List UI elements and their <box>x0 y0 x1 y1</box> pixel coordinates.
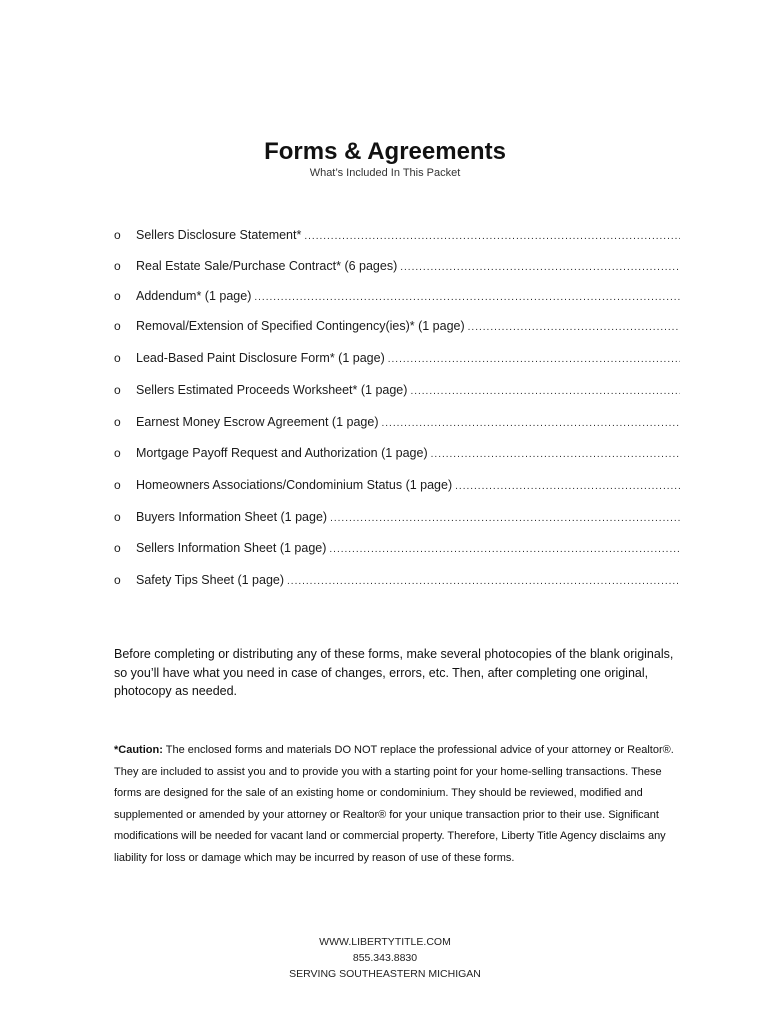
bullet: o <box>114 478 121 492</box>
bullet: o <box>114 289 121 303</box>
list-item <box>114 228 680 246</box>
footer-tagline: SERVING SOUTHEASTERN MICHIGAN <box>289 968 481 980</box>
dot-leader <box>329 544 680 555</box>
page-subtitle: What’s Included In This Packet <box>309 167 461 179</box>
caution-paragraph <box>114 740 680 869</box>
bullet: o <box>114 228 121 242</box>
list-item <box>114 383 680 401</box>
list-item-label: Addendum* (1 page) <box>136 289 252 303</box>
footer-phone: 855.343.8830 <box>352 952 418 964</box>
bullet: o <box>114 383 121 397</box>
list-item <box>114 573 680 591</box>
bullet: o <box>114 351 121 365</box>
dot-leader <box>468 322 680 333</box>
list-item-label: Safety Tips Sheet (1 page) <box>136 573 285 587</box>
dot-leader <box>287 576 680 587</box>
bullet: o <box>114 446 121 460</box>
list-item <box>114 446 680 464</box>
bullet: o <box>114 319 121 333</box>
list-item-label: Real Estate Sale/Purchase Contract* (6 pages) <box>136 259 398 273</box>
list-item <box>114 510 680 528</box>
list-item-label: Earnest Money Escrow Agreement (1 page) <box>136 415 379 429</box>
dot-leader <box>304 231 680 242</box>
list-item-label: Sellers Information Sheet (1 page) <box>136 541 327 555</box>
list-item-label: Removal/Extension of Specified Contingency(ies)* (1 page) <box>136 319 465 333</box>
bullet: o <box>114 415 121 429</box>
list-item <box>114 319 680 337</box>
list-item <box>114 259 680 277</box>
dot-leader <box>381 418 680 429</box>
list-item <box>114 289 680 307</box>
list-item-label: Sellers Disclosure Statement* <box>136 228 302 242</box>
list-item-label: Lead-Based Paint Disclosure Form* (1 page) <box>136 351 385 365</box>
bullet: o <box>114 573 121 587</box>
dot-leader <box>455 481 680 492</box>
footer-website: WWW.LIBERTYTITLE.COM <box>319 936 451 948</box>
list-item <box>114 478 680 496</box>
list-item-label: Buyers Information Sheet (1 page) <box>136 510 328 524</box>
dot-leader <box>254 292 680 303</box>
bullet: o <box>114 541 121 555</box>
dot-leader <box>400 262 680 273</box>
caution-text: The enclosed forms and materials DO NOT replace the professional advice of your attorney or Realtor®. They are included to assist you and to provide you with a starting point for your home-selling transactions. These forms are designed for the sale of an existing home or condominium. They should be reviewed, modified and supplemented or amended by your attorney or Realtor® for your unique transaction prior to their use. Significant modifications will be needed for vacant land or commercial property. Therefore, Liberty Title Agency disclaims any liability for loss or damage which may be incurred by reason of use of these forms. <box>114 744 674 864</box>
list-item <box>114 415 680 433</box>
bullet: o <box>114 510 121 524</box>
dot-leader <box>388 354 680 365</box>
footer <box>0 934 770 982</box>
list-item <box>114 541 680 559</box>
list-item-label: Homeowners Associations/Condominium Status (1 page) <box>136 478 453 492</box>
bullet: o <box>114 259 121 273</box>
list-item-label: Mortgage Payoff Request and Authorization (1 page) <box>136 446 428 460</box>
intro-paragraph: Before completing or distributing any of these forms, make several photocopies of the blank originals, so you’ll have what you need in case of changes, errors, etc. Then, after completing one original, photocopy as needed. <box>114 647 674 698</box>
dot-leader <box>410 386 680 397</box>
dot-leader <box>330 513 680 524</box>
page-title: Forms & Agreements <box>264 138 506 165</box>
list-item <box>114 351 680 369</box>
caution-label: *Caution: <box>114 744 163 756</box>
dot-leader <box>431 449 680 460</box>
list-item-label: Sellers Estimated Proceeds Worksheet* (1 page) <box>136 383 408 397</box>
